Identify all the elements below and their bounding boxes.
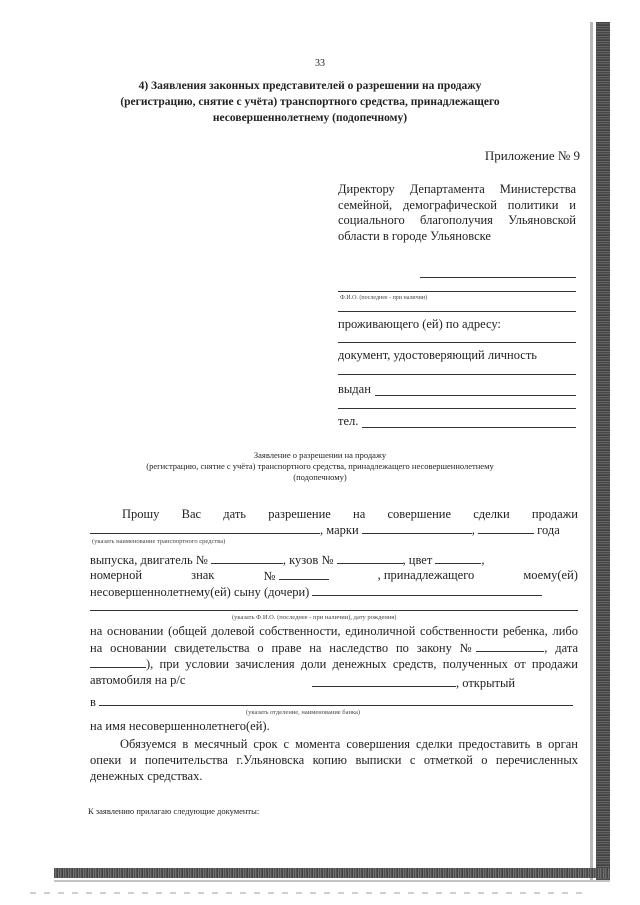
scan-edge-right-thin	[590, 22, 593, 882]
addressee-block: Директору Департамента Министерства семейной, демографической политики и социального благополучия Ульяновской области в городе Ульяновске	[338, 182, 576, 243]
child-hint: (указать Ф.И.О. (последнее - при наличии), дату рождения)	[232, 614, 397, 621]
nomer-word: номерной	[90, 568, 143, 582]
addressee-underline	[420, 277, 576, 278]
nomer-word: моему(ей)	[523, 568, 578, 582]
scan-edge-bottom	[54, 868, 610, 878]
phone-line	[362, 427, 576, 428]
scan-noise	[30, 892, 590, 894]
bank-blank	[99, 694, 573, 706]
cvet-label: , цвет	[402, 553, 433, 567]
nomer-number	[263, 568, 328, 584]
opened-label: , открытый	[456, 676, 516, 690]
kuzov-label: , кузов №	[282, 553, 334, 567]
owner-line: на имя несовершеннолетнего(ей).	[90, 719, 270, 733]
fio-hint: Ф.И.О. (последнее - при наличии)	[340, 295, 428, 301]
nomer-word: знак	[191, 568, 215, 582]
scan-edge-right	[596, 22, 610, 882]
request-line-4	[90, 568, 578, 584]
request-word: Прошу	[122, 507, 160, 521]
request-line-2: , марки , года	[90, 522, 578, 538]
request-word: совершение	[387, 507, 452, 521]
condition-text: ), при условии зачисления доли денежных средств, полученных от продажи автомобиля на р/с	[90, 657, 578, 687]
child-line-label: несовершеннолетнему(ей) сыну (дочери)	[90, 585, 310, 599]
data-label: , дата	[544, 640, 579, 655]
vehicle-hint: (указать наименование транспортного средства)	[92, 538, 226, 545]
issued-line-2	[338, 408, 576, 409]
closing-paragraph: Обязуемся в месячный срок с момента совершения сделки предоставить в орган опеки и попечительства г.Ульяновска копию выписки с отметкой о перечисленных денежных средствах.	[90, 737, 578, 783]
issued-label: выдан	[338, 382, 371, 396]
application-title-line-2: (регистрацию, снятие с учёта) транспортного средства, принадлежащего несовершеннолетнему	[146, 461, 494, 471]
residence-label: проживающего (ей) по адресу:	[338, 317, 501, 331]
nomer-word: , принадлежащего	[377, 568, 475, 582]
phone-label: тел.	[338, 414, 359, 428]
vypuska-label: выпуска, двигатель №	[90, 553, 208, 567]
page-number: 33	[315, 58, 325, 69]
color-blank	[435, 552, 481, 564]
appendix-label: Приложение № 9	[484, 148, 580, 163]
account-blank	[312, 675, 456, 687]
fio-line-2	[338, 311, 576, 312]
residence-line	[338, 342, 576, 343]
request-word: разрешение	[268, 507, 331, 521]
nomer-no-sign: №	[263, 569, 276, 583]
request-word: сделки	[473, 507, 510, 521]
account-line	[90, 675, 578, 691]
vehicle-name-blank	[90, 522, 320, 534]
basis-text: на основании (общей долевой собственности, единоличной собственности ребенка, либо на основании свидетельства о праве на наследство по закону №	[90, 624, 578, 655]
issued-line	[375, 395, 576, 396]
engine-blank	[211, 552, 283, 564]
section-heading	[95, 78, 525, 126]
child-blank	[312, 584, 542, 596]
make-blank	[362, 522, 472, 534]
application-title	[90, 450, 550, 483]
v-label: в	[90, 695, 96, 709]
year-blank	[478, 522, 534, 534]
id-document-line	[338, 374, 576, 375]
request-line-3: выпуска, двигатель № , кузов № , цвет ,	[90, 553, 485, 567]
goda-label: года	[537, 523, 560, 537]
request-word: Вас	[181, 507, 202, 521]
request-word: дать	[223, 507, 246, 521]
request-line-5	[90, 584, 578, 600]
attachments-label: К заявлению прилагаю следующие документы:	[88, 806, 260, 816]
bank-line	[90, 694, 578, 710]
bank-hint: (указать отделение, наименование банка)	[246, 709, 361, 716]
scan-edge-bottom-thin	[54, 880, 610, 882]
id-document-label: документ, удостоверяющий личность	[338, 348, 538, 362]
child-line-2	[90, 610, 578, 611]
body-blank	[337, 552, 403, 564]
heading-line-1: 4) Заявления законных представителей о разрешении на продажу	[138, 80, 482, 92]
request-word: продажи	[531, 507, 578, 521]
plate-blank	[279, 568, 329, 580]
fio-line	[338, 291, 576, 292]
heading-line-2: (регистрацию, снятие с учёта) транспортного средства, принадлежащего	[120, 96, 500, 108]
application-title-line-1: Заявление о разрешении на продажу	[253, 450, 387, 460]
request-word: на	[353, 507, 366, 521]
marki-label: , марки	[320, 523, 359, 537]
heading-line-3: несовершеннолетнему (подопечному)	[212, 112, 408, 124]
application-title-line-3: (подопечному)	[293, 472, 347, 482]
certificate-number-blank	[476, 640, 544, 652]
date-blank	[90, 656, 146, 668]
request-line-1	[90, 507, 578, 522]
